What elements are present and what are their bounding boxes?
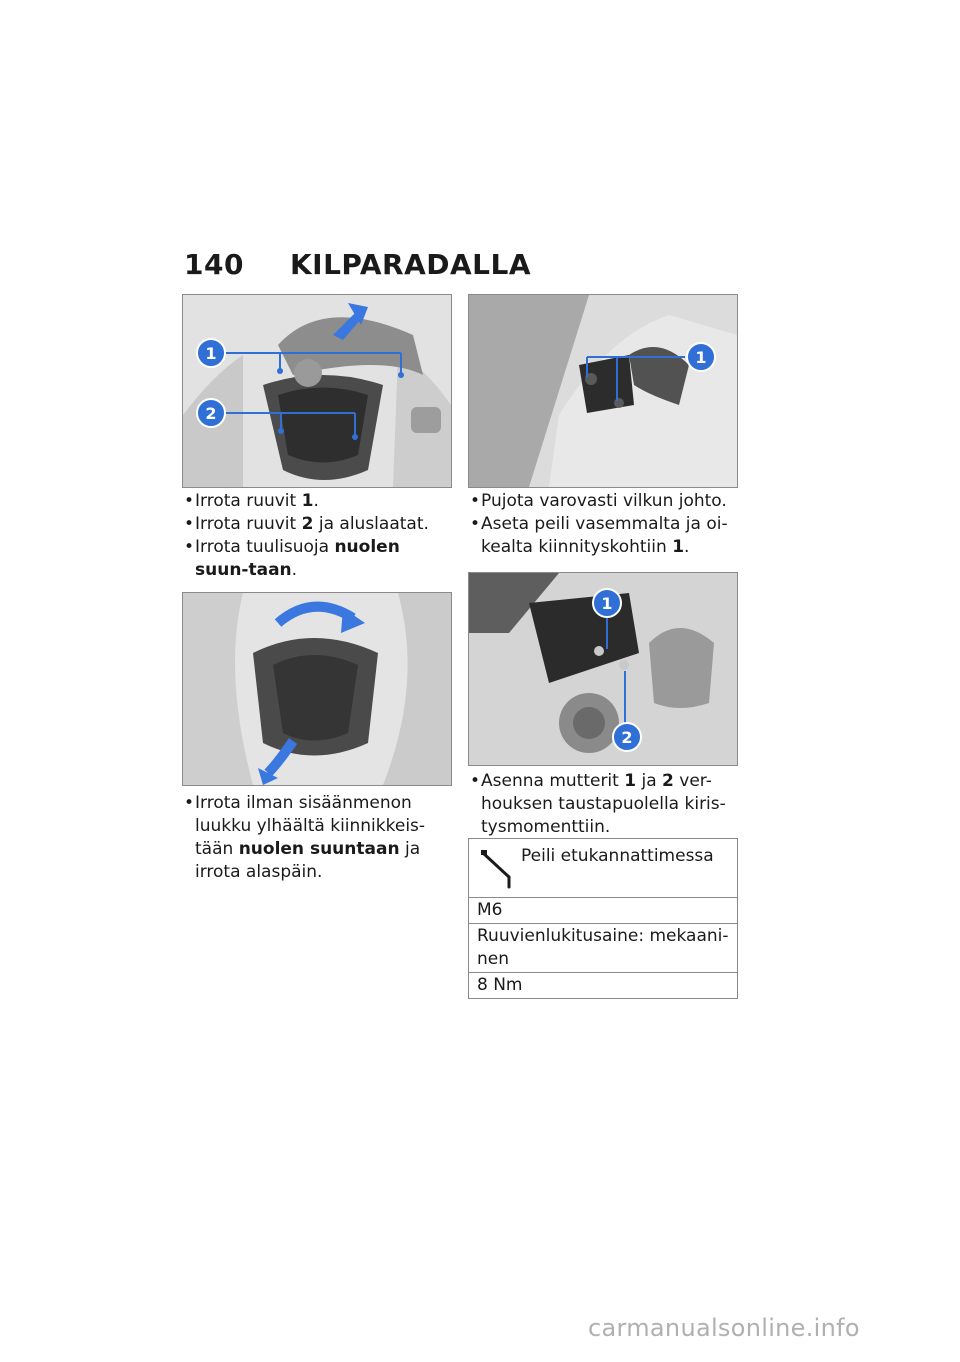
page-header <box>184 244 531 284</box>
photo-mirror-mount <box>468 294 738 488</box>
steps-windscreen <box>184 490 452 582</box>
callout-1 <box>197 339 225 367</box>
step-item: • Irrota ruuvit 2 ja aluslaatat. <box>184 513 452 536</box>
torque-wrench-icon <box>479 847 515 889</box>
mount-nuts-illustration <box>469 573 737 765</box>
callout-2 <box>197 399 225 427</box>
mirror-mount-illustration <box>469 295 737 487</box>
spec-row-torque: 8 Nm <box>477 975 523 995</box>
step-item: • Pujota varovasti vilkun johto. <box>470 490 738 513</box>
svg-text:2: 2 <box>205 404 217 423</box>
svg-text:2: 2 <box>621 728 633 747</box>
step-item: • Irrota ruuvit 1. <box>184 490 452 513</box>
callout-1 <box>593 589 621 617</box>
chapter-title: KILPARADALLA <box>289 247 532 281</box>
steps-mirror-fit <box>470 490 738 559</box>
svg-text:1: 1 <box>695 348 707 367</box>
air-intake-illustration <box>183 593 451 785</box>
steps-install-nuts <box>470 770 738 839</box>
windscreen-illustration <box>183 295 451 487</box>
step-item: • Irrota tuulisuoja nuolen suun-taan. <box>184 536 452 582</box>
spec-row-thread: M6 <box>469 898 737 924</box>
step-item: • Irrota ilman sisäänmenon luukku ylhäältä kiinnikkeis-tään nuolen suuntaan ja irrota alaspäin. <box>184 792 452 884</box>
callout-1 <box>687 343 715 371</box>
spec-title: Peili etukannattimessa <box>521 846 714 866</box>
svg-text:1: 1 <box>205 344 217 363</box>
svg-text:1: 1 <box>601 594 613 613</box>
spec-row-threadlocker: Ruuvienlukitusaine: mekaani-nen <box>469 924 737 973</box>
step-item: • Asenna mutterit 1 ja 2 ver-houksen taustapuolella kiris-tysmomenttiin. <box>470 770 738 839</box>
watermark: carmanualsonline.info <box>588 1314 860 1342</box>
photo-air-intake-cover <box>182 592 452 786</box>
callout-2 <box>613 723 641 751</box>
spec-header <box>469 839 737 898</box>
photo-windscreen-screws <box>182 294 452 488</box>
torque-spec-table <box>468 838 738 999</box>
page-number: 140 <box>184 247 244 281</box>
photo-mount-nuts <box>468 572 738 766</box>
steps-air-intake <box>184 792 452 884</box>
step-item: • Aseta peili vasemmalta ja oi-kealta kiinnityskohtiin 1. <box>470 513 738 559</box>
